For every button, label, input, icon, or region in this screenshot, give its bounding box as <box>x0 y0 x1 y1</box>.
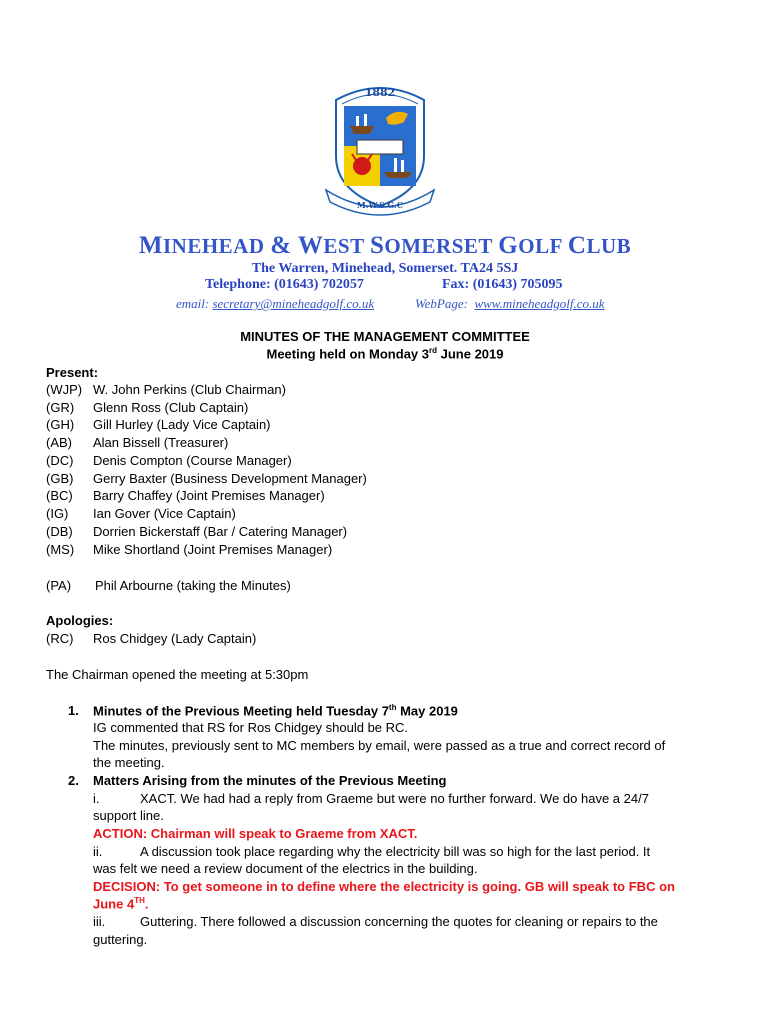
apology-code: (RC) <box>46 631 74 646</box>
subitem-text: guttering. <box>93 932 148 947</box>
action-text: ACTION: Chairman will speak to Graeme from XACT. <box>93 826 418 841</box>
subitem-text: Guttering. There followed a discussion concerning the quotes for cleaning or repairs to the <box>140 914 658 929</box>
member-code: (AB) <box>46 435 72 450</box>
member-code: (IG) <box>46 506 69 521</box>
subitem-text: A discussion took place regarding why the electricity bill was so high for the last period. It <box>140 844 651 859</box>
club-crest-logo <box>322 78 438 218</box>
meeting-date: Meeting held on Monday 3rd June 2019 <box>266 346 504 362</box>
member-name: W. John Perkins (Club Chairman) <box>93 382 286 397</box>
decision-text: DECISION: To get someone in to define where the electricity is going. GB will speak to FBC on <box>93 879 675 894</box>
item1-line: The minutes, previously sent to MC members by email, were passed as a true and correct record of <box>93 738 666 753</box>
member-name: Ian Gover (Vice Captain) <box>93 506 236 521</box>
member-name: Gill Hurley (Lady Vice Captain) <box>93 417 271 432</box>
item-number: 2. <box>68 773 79 788</box>
minutes-taker-name: Phil Arbourne (taking the Minutes) <box>95 578 291 593</box>
subitem-number: i. <box>93 791 100 806</box>
subitem-text: was felt we need a review document of the electrics in the building. <box>93 861 478 876</box>
item1-line: the meeting. <box>93 755 165 770</box>
member-name: Glenn Ross (Club Captain) <box>93 400 249 415</box>
subitem-number: iii. <box>93 914 106 929</box>
member-name: Mike Shortland (Joint Premises Manager) <box>93 542 333 557</box>
club-address: The Warren, Minehead, Somerset. TA24 5SJ <box>251 261 519 276</box>
member-code: (GH) <box>46 417 75 432</box>
member-name: Dorrien Bickerstaff (Bar / Catering Manager) <box>93 524 348 539</box>
telephone: Telephone: (01643) 702057 <box>205 277 364 292</box>
member-name: Denis Compton (Course Manager) <box>93 453 292 468</box>
decision-text-cont: June 4TH. <box>93 896 149 912</box>
email-label: email: <box>176 296 210 311</box>
fax: Fax: (01643) 705095 <box>442 277 563 292</box>
member-name: Barry Chaffey (Joint Premises Manager) <box>93 488 325 503</box>
member-code: (WJP) <box>46 382 83 397</box>
email-link[interactable]: secretary@mineheadgolf.co.uk <box>212 296 375 311</box>
member-name: Gerry Baxter (Business Development Manager) <box>93 471 367 486</box>
member-code: (GB) <box>46 471 74 486</box>
member-code: (DC) <box>46 453 74 468</box>
member-code: (GR) <box>46 400 75 415</box>
crest-year: 1882 <box>364 86 396 99</box>
present-heading: Present: <box>46 365 99 380</box>
apologies-heading: Apologies: <box>46 613 114 628</box>
item-number: 1. <box>68 703 79 718</box>
member-code: (MS) <box>46 542 75 557</box>
item1-line: IG commented that RS for Ros Chidgey should be RC. <box>93 720 409 735</box>
member-code: (DB) <box>46 524 73 539</box>
minutes-taker-code: (PA) <box>46 578 72 593</box>
member-code: (BC) <box>46 488 73 503</box>
subitem-text: support line. <box>93 808 164 823</box>
subitem-text: XACT. We had had a reply from Graeme but were no further forward. We do have a 24/7 <box>140 791 649 806</box>
web-label: WebPage: <box>415 296 468 311</box>
item1-heading: Minutes of the Previous Meeting held Tuesday 7th May 2019 <box>93 703 458 719</box>
crest-initials: M.W.S.G.C <box>356 200 404 210</box>
club-name: MINEHEAD & WEST SOMERSET GOLF CLUB <box>138 232 632 259</box>
opening-statement: The Chairman opened the meeting at 5:30pm <box>46 667 309 682</box>
document-title: MINUTES OF THE MANAGEMENT COMMITTEE <box>240 329 530 344</box>
member-name: Alan Bissell (Treasurer) <box>93 435 229 450</box>
apology-name: Ros Chidgey (Lady Captain) <box>93 631 257 646</box>
subitem-number: ii. <box>93 844 103 859</box>
web-link[interactable]: www.mineheadgolf.co.uk <box>474 296 605 311</box>
item2-heading: Matters Arising from the minutes of the Previous Meeting <box>93 773 447 788</box>
